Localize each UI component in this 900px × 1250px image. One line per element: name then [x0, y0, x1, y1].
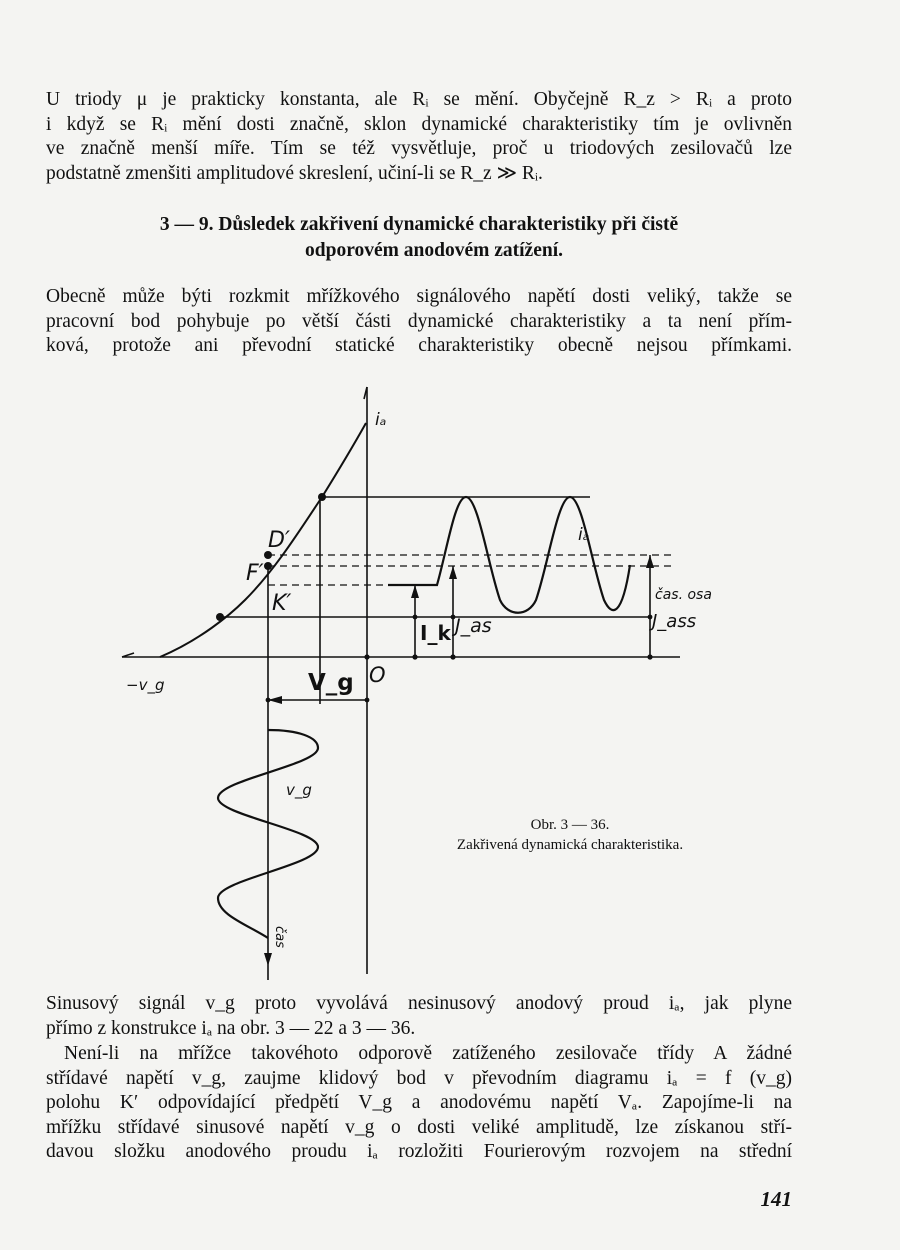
text-line: ve značně menší míře. Tím se též vysvětluje, proč u triodových zesilovačů lze [46, 138, 792, 160]
text-line: ková, protože ani převodní statické charakteristiky obecně nejsou přímkami. [46, 335, 792, 357]
text-line: mřížku střídavé sinusové napětí v_g o dosti veliké amplitudě, lze získanou stří- [46, 1116, 792, 1138]
paragraph-grid [46, 1042, 792, 1165]
paragraph-sinus [46, 992, 792, 1041]
label-ia-axis: iₐ [375, 410, 387, 430]
page-number: 141 [760, 1187, 792, 1211]
label-jas: J_as [455, 615, 492, 637]
section-heading [46, 212, 792, 264]
time-arrowhead [264, 953, 272, 966]
caption-number: Obr. 3 — 36. [530, 817, 610, 833]
text-line: davou složku anodového proudu iₐ rozložiti Fourierovým rozvojem na střední [46, 1141, 792, 1163]
text-line: polohu K′ odpovídající předpětí V_g a anodovému napětí Vₐ. Zapojíme-li na [46, 1092, 792, 1114]
text-line: U triody μ je prakticky konstanta, ale Rᵢ se mění. Obyčejně R_z > Rᵢ a proto [46, 89, 792, 110]
heading-line: odporovém anodovém zatížení. [305, 240, 563, 261]
text-line: střídavé napětí v_g, zaujme klidový bod v převodním diagramu iₐ = f (v_g) [46, 1067, 792, 1089]
heading-line: 3 — 9. Důsledek zakřivení dynamické charakteristiky při čistě [159, 214, 679, 235]
text-line: Obecně může býti rozkmit mřížkového signálového napětí dosti veliký, takže se [46, 286, 792, 307]
label-f: F′ [246, 561, 264, 586]
text-line: přímo z konstrukce iₐ na obr. 3 — 22 a 3 — 36. [46, 1017, 416, 1039]
label-origin: O [369, 663, 386, 687]
figure-caption [410, 815, 730, 855]
label-ik: I_k [420, 621, 451, 645]
text-line: pracovní bod pohybuje po větší části dynamické charakteristiky a ta není přím- [46, 310, 792, 332]
label-ia-wave: iₐ [578, 525, 590, 545]
label-vg: V_g [308, 670, 354, 696]
text-line: Sinusový signál v_g proto vyvolává nesinusový anodový proud iₐ, jak plyne [46, 993, 792, 1014]
point-lower [216, 613, 224, 621]
caption-title: Zakřivená dynamická charakteristika. [456, 837, 684, 853]
text-line: i když se Rᵢ mění dosti značně, sklon dynamické charakteristiky tím je ovlivněn [46, 113, 792, 135]
label-cas-osa: čas. osa [655, 587, 712, 603]
label-d: D′ [268, 528, 290, 553]
figure-dynamic-characteristic [0, 380, 900, 980]
paragraph-triode [46, 88, 792, 186]
text-line: Není-li na mřížce takovéhoto odporově zatíženého zesilovače třídy A žádné [64, 1043, 792, 1064]
point-f [264, 562, 272, 570]
text-line: podstatně zmenšiti amplitudové skreslení, učiní-li se R_z ≫ Rᵢ. [46, 162, 543, 184]
characteristic-curve [160, 423, 366, 657]
label-neg-vg: −v_g [126, 676, 165, 694]
paragraph-intro [46, 285, 792, 359]
label-cas: čas [272, 926, 287, 948]
label-jass: J_ass [652, 611, 697, 632]
label-vg-wave: v_g [286, 781, 312, 799]
label-k: K′ [272, 591, 292, 616]
point-upper [318, 493, 326, 501]
